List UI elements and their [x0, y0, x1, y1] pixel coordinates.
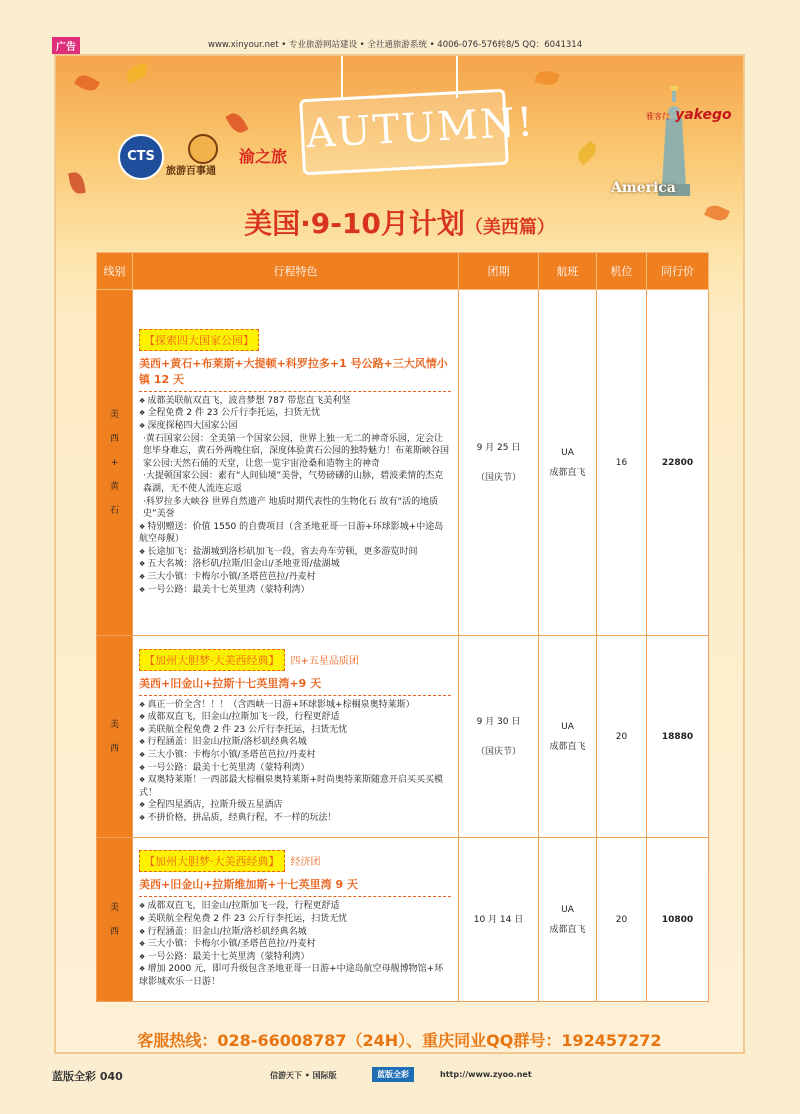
top-contact-line: www.xinyour.net • 专业旅游网站建设 • 全社通旅游系统 • 4006-076-576转8/5 QQ：6041314: [208, 40, 583, 50]
feature-bullet: ❖ 成都美联航双直飞，波音梦想 787 带您直飞美利坚: [139, 395, 451, 408]
lvyou-logo-text: 旅游百事通: [166, 166, 216, 177]
feature-bullet: ·黄石国家公园：全美第一个国家公园，世界上独一无二的神奇乐园，定会让您毕身难忘，黄石外两晚住宿，深度体验黄石公园的独特魅力！布莱斯峡谷国家公园:天然石俑的天堂，让您一览宇宙沧桑和造物主的神奇: [143, 433, 450, 469]
feature-bullet: ❖ 一号公路：最美十七英里湾（蒙特利湾）: [139, 584, 451, 597]
footer-page-label: 蓝版全彩 040: [52, 1070, 123, 1083]
feature-bullet: ❖ 美联航全程免费 2 件 23 公斤行李托运，扫货无忧: [139, 724, 451, 737]
itinerary-tag: 【探索四大国家公园】: [139, 329, 259, 351]
date-note: （国庆节）: [475, 472, 521, 483]
autumn-sign-text: AUTUMN!: [304, 99, 537, 158]
itinerary-tag: 【加州大胆梦·大美西经典】: [139, 649, 285, 671]
seats-cell: 20: [597, 838, 647, 1002]
route-title: 美西+旧金山+拉斯十七英里湾+9 天: [139, 676, 322, 690]
header-date: 团期: [459, 253, 539, 290]
route-line-cell: 美 西: [97, 838, 133, 1002]
yakego-cn: 雅客行: [646, 112, 670, 121]
flight-cell: [539, 636, 597, 838]
flight-code: UA: [561, 721, 574, 732]
feature-bullet: ❖ 五大名城：洛杉矶/拉斯/旧金山/圣地亚哥/盐湖城: [139, 558, 451, 571]
feature-bullet: ·科罗拉多大峡谷 世界自然遗产 地质时期代表性的生物化石 故有“活的地质史”美誉: [143, 496, 439, 520]
flight-note: 成都直飞: [549, 741, 586, 752]
top-bar: [0, 0, 800, 53]
table-row: [97, 290, 709, 636]
seats-cell: 16: [597, 290, 647, 636]
feature-bullet: ❖ 成都双直飞，旧金山/拉斯加飞一段，行程更舒适: [139, 711, 451, 724]
footer-url: http://www.zyoo.net: [440, 1070, 532, 1079]
feature-bullet: ·大提顿国家公园：素有“人间仙境”美誉，气势磅礴的山脉，碧波柔情的杰克森湖，无不使人流连忘返: [143, 471, 444, 494]
route-line-cell: 美 西 + 黄 石: [97, 290, 133, 636]
leaf-decoration: [574, 141, 600, 166]
itinerary-table: [96, 252, 709, 1002]
feature-bullet: ❖ 长途加飞：盐湖城到洛杉矶加飞一段，省去舟车劳顿，更多游览时间: [139, 546, 451, 559]
feature-bullet: ❖ 美联航全程免费 2 件 23 公斤行李托运，扫货无忧: [139, 913, 451, 926]
feature-bullet: ❖ 全程免费 2 件 23 公斤行李托运，扫货无忧: [139, 407, 451, 420]
footer-badge: 蓝版全彩: [372, 1067, 414, 1082]
yakego-text: yakego: [675, 107, 732, 123]
feature-bullet: ❖ 成都双直飞，旧金山/拉斯加飞一段，行程更舒适: [139, 900, 451, 913]
yuzhilv-logo: 渝之旅: [239, 147, 288, 166]
leaf-decoration: [124, 63, 149, 84]
feature-bullet: ❖ 全程四星酒店，拉斯升级五星酒店: [139, 799, 451, 812]
features-cell: [133, 290, 459, 636]
feature-bullet: ❖ 三大小镇：卡梅尔小镇/圣塔芭芭拉/丹麦村: [139, 749, 451, 762]
sign-rope: [341, 56, 343, 98]
price-cell: 10800: [647, 838, 709, 1002]
flight-cell: [539, 290, 597, 636]
leaf-decoration: [68, 171, 86, 195]
price-cell: 22800: [647, 290, 709, 636]
yakego-logo: [646, 104, 732, 123]
page-title-main: 美国·9-10月计划: [244, 207, 465, 240]
lvyou-logo: [166, 134, 238, 180]
route-title: 美西+旧金山+拉斯维加斯+十七英里湾 9 天: [139, 878, 358, 892]
leaf-decoration: [74, 71, 100, 94]
date-note: （国庆节）: [475, 746, 521, 757]
feature-bullet: ❖ 特别赠送：价值 1550 的自费项目（含圣地亚哥一日游+环球影城+中途岛航空母舰）: [139, 521, 451, 546]
leaf-decoration: [535, 68, 560, 87]
header-features: 行程特色: [133, 253, 459, 290]
flight-code: UA: [561, 904, 574, 915]
header-price: 同行价: [647, 253, 709, 290]
feature-bullet: ❖ 不拼价格，拼品质，经典行程，不一样的玩法！: [139, 812, 451, 825]
poster-frame: [54, 54, 745, 1054]
cts-logo: CTS: [118, 134, 164, 180]
date-cell: [459, 290, 539, 636]
divider: [139, 695, 451, 696]
page-title-sub: （美西篇）: [464, 217, 555, 238]
feature-bullet: ❖ 行程涵盖：旧金山/拉斯/洛杉矶经典名城: [139, 926, 451, 939]
seats-cell: 20: [597, 636, 647, 838]
itinerary-tag: 【加州大胆梦·大美西经典】: [139, 850, 285, 872]
departure-date: 9 月 25 日: [476, 442, 521, 453]
feature-bullet: ❖ 一号公路：最美十七英里湾（蒙特利湾）: [139, 762, 451, 775]
itinerary-subtag: 经济团: [290, 857, 321, 869]
features-cell: [133, 838, 459, 1002]
page-title: [56, 202, 743, 242]
features-cell: [133, 636, 459, 838]
route-title: 美西+黄石+布莱斯+大提顿+科罗拉多+1 号公路+三大风情小镇 12 天: [139, 356, 448, 386]
divider: [139, 896, 451, 897]
flight-note: 成都直飞: [549, 467, 586, 478]
feature-bullet: ❖ 行程涵盖：旧金山/拉斯/洛杉矶经典名城: [139, 736, 451, 749]
feature-bullet: ❖ 增加 2000 元，即可升级包含圣地亚哥一日游+中途岛航空母舰博物馆+环球影城欢乐一日游！: [139, 963, 451, 988]
america-label: America: [611, 180, 676, 196]
date-cell: [459, 838, 539, 1002]
table-header-row: [97, 253, 709, 290]
table-row: [97, 838, 709, 1002]
feature-bullet: ❖ 三大小镇：卡梅尔小镇/圣塔芭芭拉/丹麦村: [139, 938, 451, 951]
header-seats: 机位: [597, 253, 647, 290]
ad-tag: 广告: [52, 37, 80, 54]
feature-bullet: ❖ 深度探秘四大国家公园: [139, 420, 451, 433]
header-line: 线别: [97, 253, 133, 290]
hotline: 客服热线：028-66008787（24H）、重庆同业QQ群号：192457272: [137, 1031, 662, 1050]
feature-bullet: ❖ 双奥特莱斯！一西部最大棕榈泉奥特莱斯+时尚奥特莱斯随意开启买买买模式！: [139, 774, 451, 799]
leaf-decoration: [225, 110, 248, 136]
footer-slogan: 信游天下 • 国际版: [270, 1071, 337, 1080]
flight-code: UA: [561, 447, 574, 458]
feature-bullet: ❖ 三大小镇：卡梅尔小镇/圣塔芭芭拉/丹麦村: [139, 571, 451, 584]
feature-bullet: ❖ 真正一价全含！！！（含西峡一日游+环球影城+棕榈泉奥特莱斯）: [139, 699, 451, 712]
feature-bullet: ❖ 一号公路：最美十七英里湾（蒙特利湾）: [139, 951, 451, 964]
price-cell: 18880: [647, 636, 709, 838]
mascot-icon: [188, 134, 218, 164]
date-cell: [459, 636, 539, 838]
divider: [139, 391, 451, 392]
departure-date: 9 月 30 日: [476, 716, 521, 727]
itinerary-subtag: 四+五星品质团: [290, 655, 359, 667]
table-row: [97, 636, 709, 838]
flight-note: 成都直飞: [549, 924, 586, 935]
route-line-cell: 美 西: [97, 636, 133, 838]
header-flight: 航班: [539, 253, 597, 290]
departure-date: 10 月 14 日: [473, 914, 524, 925]
flight-cell: [539, 838, 597, 1002]
